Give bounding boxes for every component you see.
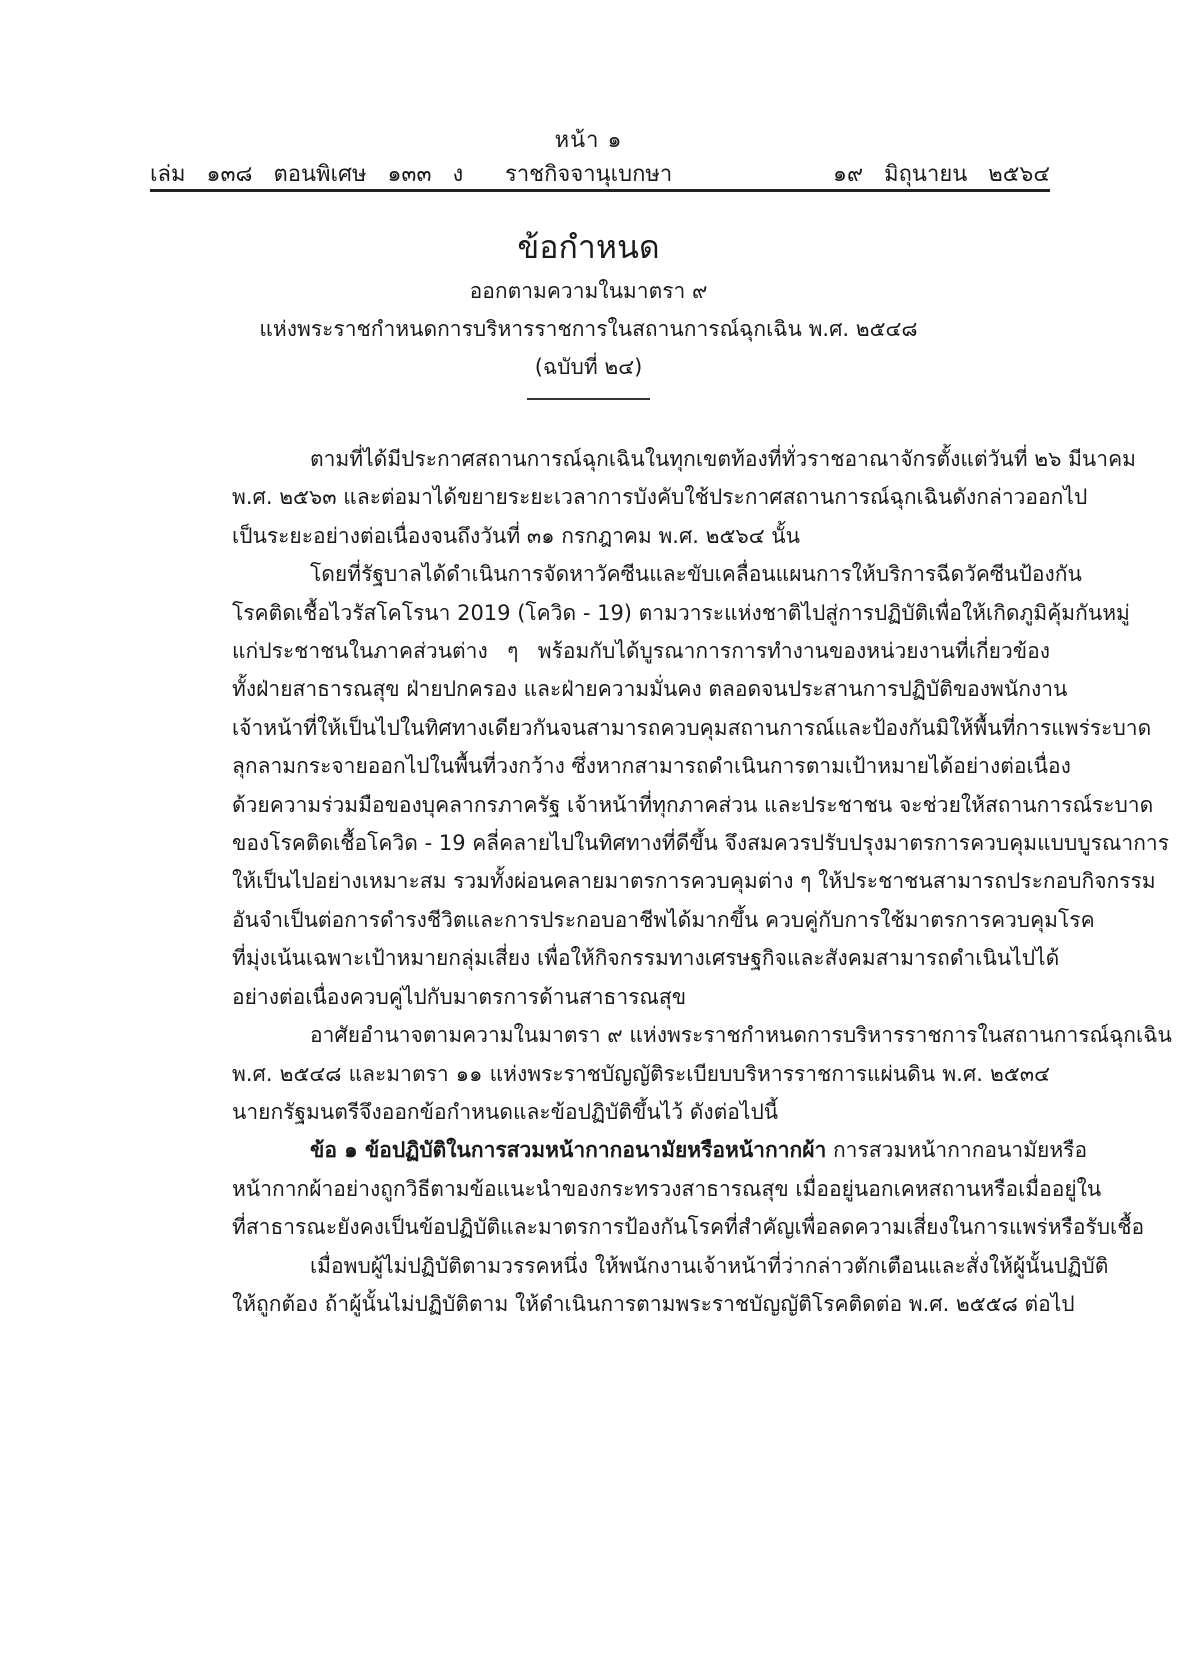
text-line: แก่ประชาชนในภาคส่วนต่าง ๆ พร้อมกับได้บูรณาการการทำงานของหน่วยงานที่เกี่ยวข้อง: [232, 639, 1050, 664]
text-line: โรคติดเชื้อไวรัสโคโรนา 2019 (โควิด - 19) ตามวาระแห่งชาติไปสู่การปฏิบัติเพื่อให้เกิดภูมิคุ้มกันหมู่: [232, 600, 1130, 625]
title-block: [0, 222, 1177, 386]
paragraph-preamble: [154, 440, 1136, 555]
text-line: โดยที่รัฐบาลได้ดำเนินการจัดหาวัคซีนและขับเคลื่อนแผนการให้บริการฉีดวัคซีนป้องกัน: [310, 562, 1082, 587]
title-divider: [527, 398, 650, 400]
text-line: ให้ถูกต้อง ถ้าผู้นั้นไม่ปฏิบัติตาม ให้ดำเนินการตามพระราชบัญญัติโรคติดต่อ พ.ศ. ๒๕๕๘ ต่อไป: [232, 1291, 1075, 1316]
subtitle-line-3: (ฉบับที่ ๒๔): [534, 355, 643, 379]
document-body: [154, 440, 1172, 1323]
page-number: หน้า ๑: [554, 128, 623, 153]
publication-name: ราชกิจจานุเบกษา: [505, 161, 673, 187]
text-line: [154, 1131, 1088, 1169]
publication-date: ๑๙ มิถุนายน ๒๕๖๔: [833, 161, 1050, 187]
text-line: อันจำเป็นต่อการดำรงชีวิตและการประกอบอาชีพได้มากขึ้น ควบคู่กับการใช้มาตรการควบคุมโรค: [232, 907, 1095, 932]
text-line: อาศัยอำนาจตามความในมาตรา ๙ แห่งพระราชกำหนดการบริหารราชการในสถานการณ์ฉุกเฉิน: [310, 1023, 1172, 1048]
header-divider: [150, 189, 1050, 192]
volume-issue: เล่ม ๑๓๘ ตอนพิเศษ ๑๓๓ ง: [150, 161, 464, 187]
gazette-header: [150, 156, 1050, 190]
subtitle-line-2: แห่งพระราชกำหนดการบริหารราชการในสถานการณ์ฉุกเฉิน พ.ศ. ๒๕๔๘: [259, 317, 918, 341]
paragraph-rationale: [154, 555, 1169, 1016]
text-line: ทั้งฝ่ายสาธารณสุข ฝ่ายปกครอง และฝ่ายความมั่นคง ตลอดจนประสานการปฏิบัติของพนักงาน: [232, 677, 1068, 702]
clause-1-paragraph-2: [154, 1247, 1109, 1324]
text-line: เป็นระยะอย่างต่อเนื่องจนถึงวันที่ ๓๑ กรกฎาคม พ.ศ. ๒๕๖๔ นั้น: [232, 523, 800, 548]
text-line: พ.ศ. ๒๕๔๘ และมาตรา ๑๑ แห่งพระราชบัญญัติระเบียบบริหารราชการแผ่นดิน พ.ศ. ๒๕๓๔: [232, 1061, 1050, 1086]
clause-text: การสวมหน้ากากอนามัยหรือ: [826, 1138, 1088, 1163]
text-line: ที่สาธารณะยังคงเป็นข้อปฏิบัติและมาตรการป้องกันโรคที่สำคัญเพื่อลดความเสี่ยงในการแพร่หรือรับเชื้อ: [232, 1215, 1145, 1240]
text-line: เมื่อพบผู้ไม่ปฏิบัติตามวรรคหนึ่ง ให้พนักงานเจ้าหน้าที่ว่ากล่าวตักเตือนและสั่งให้ผู้นั้นปฏิบัติ: [310, 1253, 1109, 1278]
document-title: ข้อกำหนด: [517, 228, 660, 266]
text-line: นายกรัฐมนตรีจึงออกข้อกำหนดและข้อปฏิบัติขึ้นไว้ ดังต่อไปนี้: [232, 1099, 779, 1124]
clause-1: [154, 1131, 1145, 1246]
text-line: ที่มุ่งเน้นเฉพาะเป้าหมายกลุ่มเสี่ยง เพื่อให้กิจกรรมทางเศรษฐกิจและสังคมสามารถดำเนินไปได้: [232, 946, 1060, 971]
text-line: ตามที่ได้มีประกาศสถานการณ์ฉุกเฉินในทุกเขตท้องที่ทั่วราชอาณาจักรตั้งแต่วันที่ ๒๖ มีนาคม: [310, 447, 1136, 471]
subtitle-line-1: ออกตามความในมาตรา ๙: [469, 279, 708, 303]
text-line: ของโรคติดเชื้อโควิด - 19 คลี่คลายไปในทิศทางที่ดีขึ้น จึงสมควรปรับปรุงมาตรการควบคุมแบบบูรณาการ: [232, 831, 1169, 856]
text-line: เจ้าหน้าที่ให้เป็นไปในทิศทางเดียวกันจนสามารถควบคุมสถานการณ์และป้องกันมิให้พื้นที่การแพร่ระบาด: [232, 715, 1152, 740]
clause-heading: ข้อ ๑ ข้อปฏิบัติในการสวมหน้ากากอนามัยหรือหน้ากากผ้า: [310, 1138, 827, 1163]
text-line: พ.ศ. ๒๕๖๓ และต่อมาได้ขยายระยะเวลาการบังคับใช้ประกาศสถานการณ์ฉุกเฉินดังกล่าวออกไป: [232, 485, 1088, 510]
paragraph-authority: [154, 1016, 1172, 1131]
text-line: ลุกลามกระจายออกไปในพื้นที่วงกว้าง ซึ่งหากสามารถดำเนินการตามเป้าหมายได้อย่างต่อเนื่อง: [232, 754, 1071, 779]
text-line: หน้ากากผ้าอย่างถูกวิธีตามข้อแนะนำของกระทรวงสาธารณสุข เมื่ออยู่นอกเคหสถานหรือเมื่ออยู่ใน: [232, 1176, 1102, 1201]
text-line: ให้เป็นไปอย่างเหมาะสม รวมทั้งผ่อนคลายมาตรการควบคุมต่าง ๆ ให้ประชาชนสามารถประกอบกิจกรรม: [232, 869, 1156, 894]
text-line: อย่างต่อเนื่องควบคู่ไปกับมาตรการด้านสาธารณสุข: [232, 984, 687, 1009]
text-line: ด้วยความร่วมมือของบุคลากรภาครัฐ เจ้าหน้าที่ทุกภาคส่วน และประชาชน จะช่วยให้สถานการณ์ระบาด: [232, 792, 1154, 817]
